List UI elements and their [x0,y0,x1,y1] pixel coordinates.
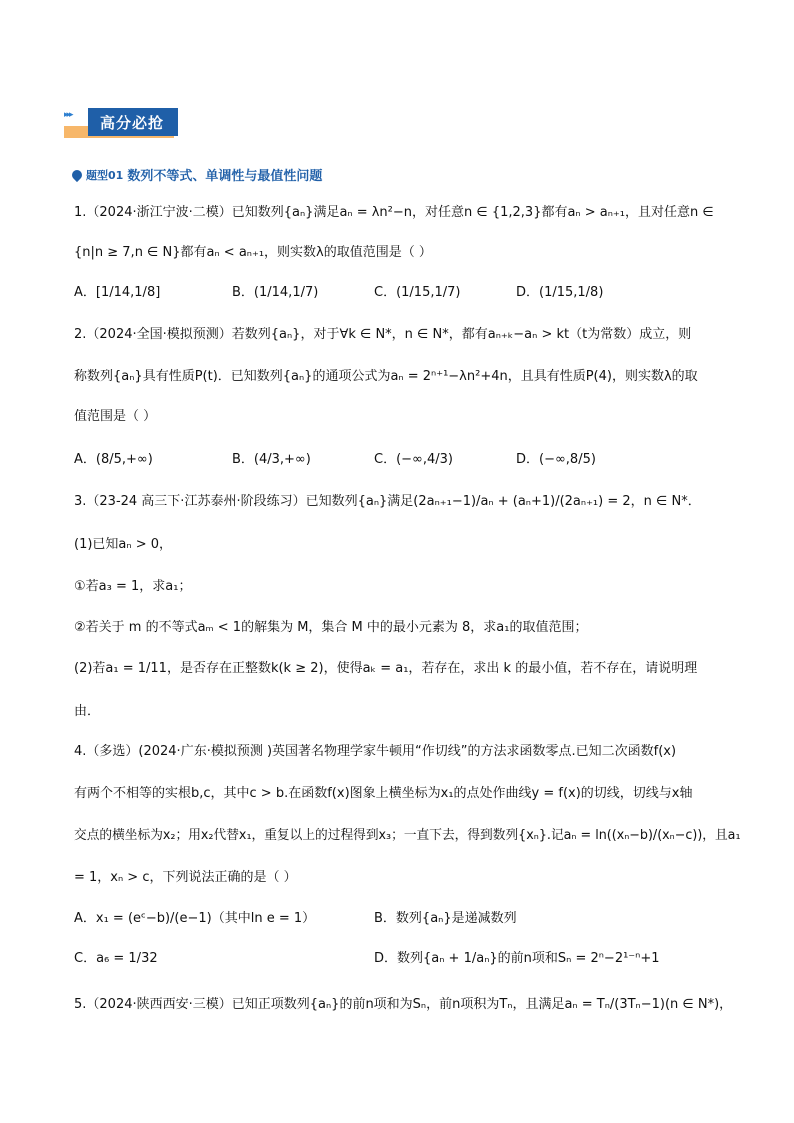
q1-stem-line-1: 1.（2024·浙江宁波·二模）已知数列{aₙ}满足aₙ = λn²−n，对任意n ∈ {1,2,3}都有aₙ > aₙ₊₁，且对任意n ∈ [74,205,714,220]
q4-option-b: B．数列{aₙ}是递减数列 [374,911,517,926]
section-title: 数列不等式、单调性与最值性问题 [127,169,323,184]
q3-stem-line-1: 3.（23-24 高三下·江苏泰州·阶段练习）已知数列{aₙ}满足(2aₙ₊₁−1)/aₙ + (aₙ+1)/(2aₙ₊₁) = 2，n ∈ N*． [74,494,701,509]
location-pin-icon [70,167,84,181]
q3-part2-line-2: 由． [74,704,101,719]
banner-title: 高分必抢 [100,114,165,132]
q4-option-d: D．数列{aₙ + 1/aₙ}的前n项和Sₙ = 2ⁿ−2¹⁻ⁿ+1 [374,951,660,966]
q3-part1: (1)已知aₙ > 0， [74,537,172,552]
q2-option-c: C．(−∞,4/3) [374,452,453,467]
q4-stem-line-3: 交点的横坐标为x₂；用x₂代替x₁，重复以上的过程得到x₃；一直下去，得到数列{xₙ}.记aₙ = ln((xₙ−b)/(xₙ−c))，且a₁ [74,828,741,843]
q1-option-a: A．[1/14,1/8] [74,285,161,300]
q3-part2-line-1: (2)若a₁ = 1/11，是否存在正整数k(k ≥ 2)，使得aₖ = a₁，若存在，求出 k 的最小值，若不存在，请说明理 [74,661,698,676]
q2-stem-line-2: 称数列{aₙ}具有性质P(t)．已知数列{aₙ}的通项公式为aₙ = 2ⁿ⁺¹−λn²+4n，且具有性质P(4)，则实数λ的取 [74,369,698,384]
section-tag: 题型01 [86,168,124,182]
q4-option-c: C．a₆ = 1/32 [74,951,158,966]
q2-option-a: A．(8/5,+∞) [74,452,153,467]
q4-stem-line-1: 4.（多选）(2024·广东·模拟预测 )英国著名物理学家牛顿用“作切线”的方法求函数零点.已知二次函数f(x) [74,744,677,759]
q4-stem-line-4: = 1，xₙ > c，下列说法正确的是（ ） [74,870,297,885]
triple-arrow-icon: ▸▸▸ [64,110,72,120]
q5-stem-line-1: 5.（2024·陕西西安·三模）已知正项数列{aₙ}的前n项和为Sₙ，前n项积为Tₙ，且满足aₙ = Tₙ/(3Tₙ−1)(n ∈ N*)， [74,997,733,1012]
q2-option-b: B．(4/3,+∞) [232,452,311,467]
q4-stem-line-2: 有两个不相等的实根b,c，其中c > b.在函数f(x)图象上横坐标为x₁的点处作曲线y = f(x)的切线，切线与x轴 [74,786,693,801]
section-banner [64,108,180,140]
q3-part1-sub1: ①若a₃ = 1，求a₁； [74,579,192,594]
q2-option-d: D．(−∞,8/5) [516,452,596,467]
q1-option-c: C．(1/15,1/7) [374,285,461,300]
q2-stem-line-3: 值范围是（ ） [74,409,157,424]
q4-option-a: A．x₁ = (eᶜ−b)/(e−1)（其中ln e = 1） [74,911,316,926]
q1-option-d: D．(1/15,1/8) [516,285,604,300]
q1-stem-line-2: {n|n ≥ 7,n ∈ N}都有aₙ < aₙ₊₁，则实数λ的取值范围是（ ） [74,245,432,260]
section-heading [72,165,322,184]
q1-option-b: B．(1/14,1/7) [232,285,319,300]
q3-part1-sub2: ②若关于 m 的不等式aₘ < 1的解集为 M，集合 M 中的最小元素为 8，求a₁的取值范围； [74,620,588,635]
q2-stem-line-1: 2.（2024·全国·模拟预测）若数列{aₙ}，对于∀k ∈ N*，n ∈ N*，都有aₙ₊ₖ−aₙ > kt（t为常数）成立，则 [74,327,692,342]
